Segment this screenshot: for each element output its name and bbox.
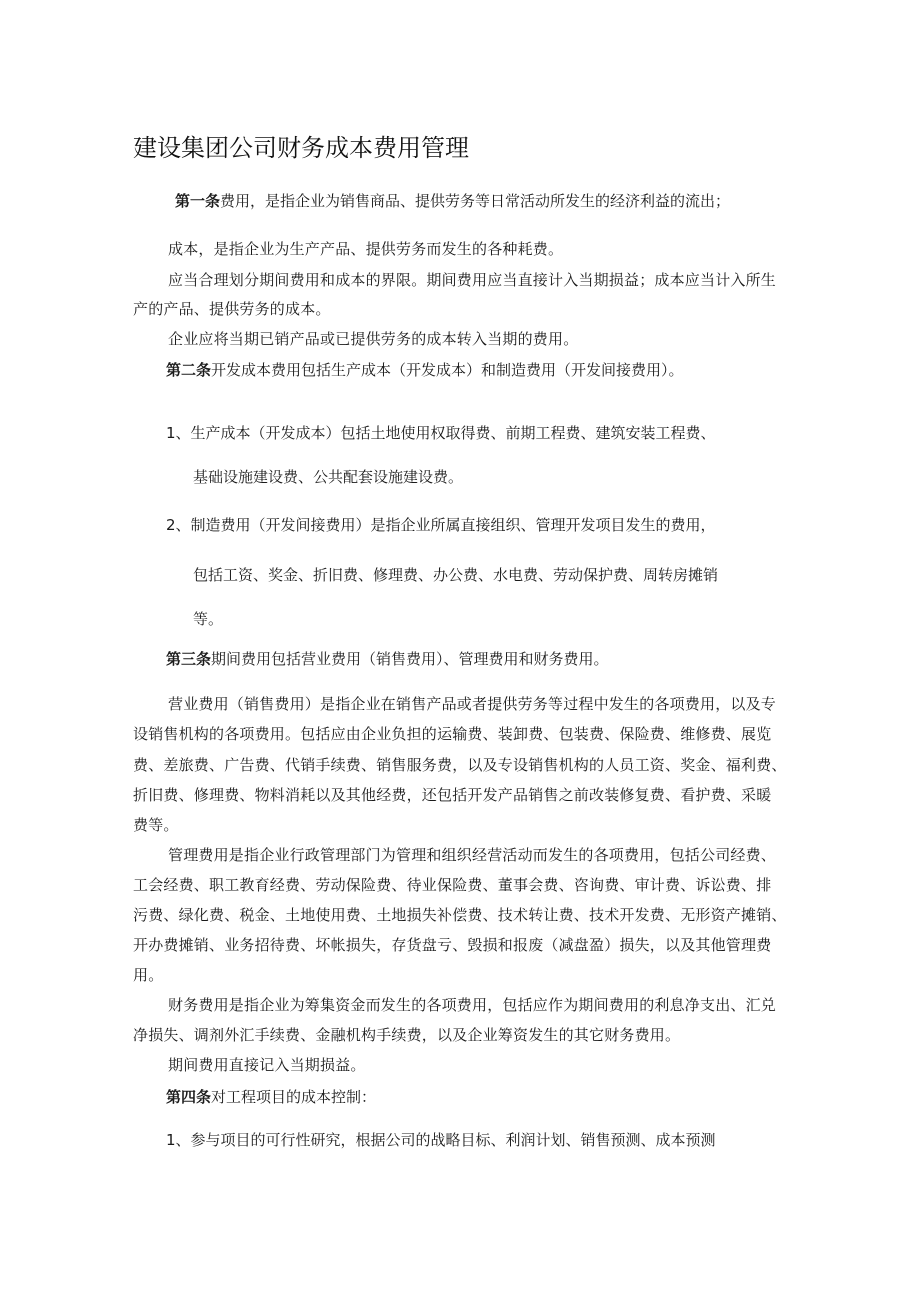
selling-expenses-paragraph: 营业费用（销售费用）是指企业在销售产品或者提供劳务等过程中发生的各项费用，以及专 — [168, 695, 777, 713]
article-3-text: 期间费用包括营业费用（销售费用）、管理费用和财务费用。 — [211, 650, 609, 668]
admin-expenses-paragraph: 用。 — [133, 966, 164, 984]
article-1-heading — [175, 194, 730, 209]
admin-expenses-paragraph: 工会经费、职工教育经费、劳动保险费、待业保险费、董事会费、咨询费、审计费、诉讼费、排 — [133, 876, 772, 894]
article-1-paragraph: 产的产品、提供劳务的成本。 — [133, 300, 331, 318]
article-1-text: 费用，是指企业为销售商品、提供劳务等日常活动所发生的经济利益的流出； — [220, 192, 731, 210]
page-title: 建设集团公司财务成本费用管理 — [133, 134, 469, 162]
article-2-text: 开发成本费用包括生产成本（开发成本）和制造费用（开发间接费用）。 — [211, 361, 684, 379]
article-1-paragraph: 应当合理划分期间费用和成本的界限。期间费用应当直接计入当期损益；成本应当计入所生 — [168, 271, 777, 289]
article-2-item: 1、生产成本（开发成本）包括土地使用权取得费、前期工程费、建筑安装工程费、 — [166, 424, 716, 442]
article-4-label: 第四条 — [166, 1088, 212, 1106]
article-1-paragraph: 成本，是指企业为生产产品、提供劳务而发生的各种耗费。 — [168, 240, 564, 258]
article-3-heading — [166, 652, 609, 667]
finance-expenses-paragraph: 财务费用是指企业为筹集资金而发生的各项费用，包括应作为期间费用的利息净支出、汇兑 — [168, 996, 777, 1014]
article-3-label: 第三条 — [166, 650, 212, 668]
selling-expenses-paragraph: 费等。 — [133, 816, 179, 834]
admin-expenses-paragraph: 管理费用是指企业行政管理部门为管理和组织经营活动而发生的各项费用，包括公司经费、 — [168, 846, 777, 864]
article-1-label: 第一条 — [175, 192, 221, 210]
article-4-item: 1、参与项目的可行性研究，根据公司的战略目标、利润计划、销售预测、成本预测 — [166, 1131, 716, 1149]
selling-expenses-paragraph: 设销售机构的各项费用。包括应由企业负担的运输费、装卸费、包装费、保险费、维修费、展览 — [133, 725, 772, 743]
article-2-item: 等。 — [193, 610, 224, 628]
selling-expenses-paragraph: 折旧费、修理费、物料消耗以及其他经费，还包括开发产品销售之前改装修复费、看护费、采暖 — [133, 786, 772, 804]
selling-expenses-paragraph: 费、差旅费、广告费、代销手续费、销售服务费，以及专设销售机构的人员工资、奖金、福利费、 — [133, 756, 787, 774]
article-2-item: 基础设施建设费、公共配套设施建设费。 — [193, 468, 464, 486]
article-4-heading — [166, 1090, 376, 1105]
finance-expenses-paragraph: 期间费用直接记入当期损益。 — [168, 1056, 366, 1074]
finance-expenses-paragraph: 净损失、调剂外汇手续费、金融机构手续费，以及企业筹资发生的其它财务费用。 — [133, 1026, 681, 1044]
admin-expenses-paragraph: 开办费摊销、业务招待费、坏帐损失，存货盘亏、毁损和报废（减盘盈）损失，以及其他管理费 — [133, 936, 772, 954]
article-4-text: 对工程项目的成本控制： — [211, 1088, 377, 1106]
article-2-heading — [166, 363, 684, 378]
article-2-label: 第二条 — [166, 361, 212, 379]
article-2-item: 2、制造费用（开发间接费用）是指企业所属直接组织、管理开发项目发生的费用， — [166, 516, 716, 534]
article-1-paragraph: 企业应将当期已销产品或已提供劳务的成本转入当期的费用。 — [168, 330, 579, 348]
article-2-item: 包括工资、奖金、折旧费、修理费、办公费、水电费、劳动保护费、周转房摊销 — [193, 566, 719, 584]
admin-expenses-paragraph: 污费、绿化费、税金、土地使用费、土地损失补偿费、技术转让费、技术开发费、无形资产摊销、 — [133, 906, 787, 924]
